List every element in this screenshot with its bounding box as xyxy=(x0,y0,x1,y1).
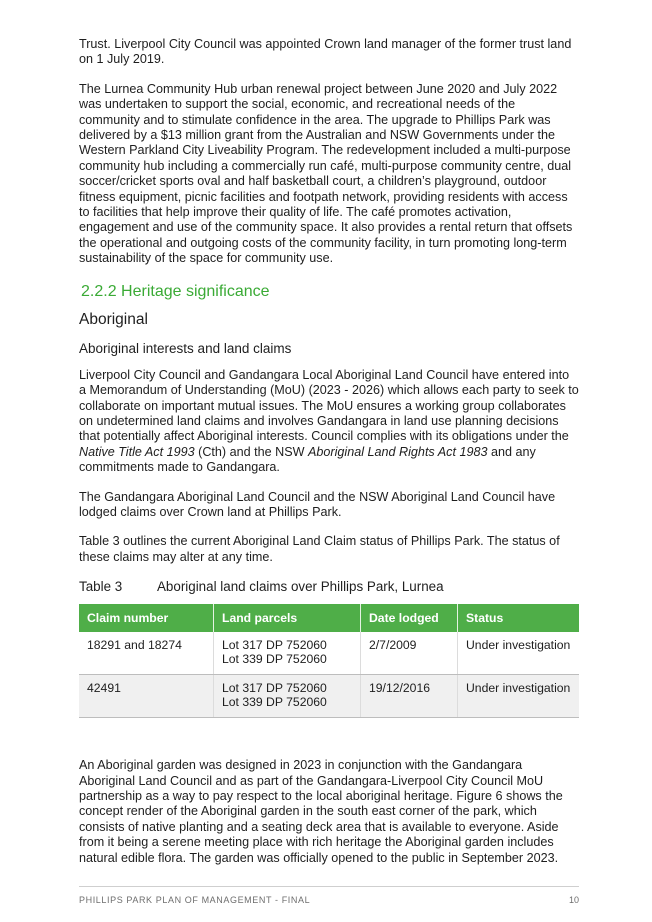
header-claim-number: Claim number xyxy=(79,604,214,632)
footer-page-number: 10 xyxy=(568,895,579,905)
mou-text-a: Liverpool City Council and Gandangara Local Aboriginal Land Council have entered into a Memorandum of Understanding (MoU) (2023 - 2026) which allows each party to seek to collaborate on important mutual issues. The MoU ensures a working group collaborates on undetermined land claims and involves Gandangara in land use planning decisions that potentially affect Aboriginal interests. Council complies with its obligations under the xyxy=(79,367,579,444)
table-row xyxy=(79,632,579,675)
paragraph-table-intro: Table 3 outlines the current Aboriginal Land Claim status of Phillips Park. The status of these claims may alter at any time. xyxy=(79,534,560,564)
mou-text-c: and any commitments made to Gandangara. xyxy=(79,444,536,475)
paragraph-claims-lodged: The Gandangara Aboriginal Land Council and the NSW Aboriginal Land Council have lodged claims over Crown land at Phillips Park. xyxy=(79,489,556,519)
footer-divider xyxy=(79,886,579,887)
cell-date-lodged: 2/7/2009 xyxy=(361,632,458,675)
page-content xyxy=(79,37,579,880)
mou-text-b: (Cth) and the NSW xyxy=(194,444,309,459)
subsection-heading: Aboriginal xyxy=(79,310,148,328)
land-parcel: Lot 317 DP 752060 xyxy=(222,681,327,696)
header-date-lodged: Date lodged xyxy=(361,604,458,632)
header-status: Status xyxy=(458,604,580,632)
cell-date-lodged: 19/12/2016 xyxy=(361,675,458,718)
cell-land-parcels xyxy=(214,632,361,675)
cell-claim-number: 42491 xyxy=(79,675,214,718)
native-title-act: Native Title Act 1993 xyxy=(79,444,195,459)
land-parcel: Lot 339 DP 752060 xyxy=(222,652,327,667)
table-caption xyxy=(79,579,579,594)
paragraph-aboriginal-garden: An Aboriginal garden was designed in 2023 in conjunction with the Gandangara Aboriginal Land Council and as part of the Gandangara-Liverpool City Council MoU partnership as a way to pay respect to the local aboriginal heritage. Figure 6 shows the concept render of the Aboriginal garden in the south east corner of the park, which consists of native planting and a seating deck area that is available to everyone. Aside from it being a serene meeting place with rich heritage the Aboriginal garden includes natural edible flora. The garden was officially opened to the public in September 2023. xyxy=(79,758,563,865)
header-land-parcels: Land parcels xyxy=(214,604,361,632)
table-caption-title: Aboriginal land claims over Phillips Park, Lurnea xyxy=(157,579,444,595)
footer-document-title: PHILLIPS PARK PLAN OF MANAGEMENT - FINAL xyxy=(79,895,311,905)
land-parcel: Lot 317 DP 752060 xyxy=(222,638,327,653)
minor-heading: Aboriginal interests and land claims xyxy=(79,340,292,356)
table-caption-number: Table 3 xyxy=(79,579,123,595)
paragraph-mou xyxy=(79,368,579,476)
cell-land-parcels xyxy=(214,675,361,718)
land-claims-table xyxy=(79,604,579,718)
table-row xyxy=(79,675,579,718)
table-header-row xyxy=(79,604,579,632)
cell-claim-number: 18291 and 18274 xyxy=(79,632,214,675)
paragraph-trust: Trust. Liverpool City Council was appointed Crown land manager of the former trust land on 1 July 2019. xyxy=(79,37,572,67)
land-rights-act: Aboriginal Land Rights Act 1983 xyxy=(308,444,488,459)
cell-status: Under investigation xyxy=(458,675,580,718)
cell-status: Under investigation xyxy=(458,632,580,675)
section-heading: 2.2.2 Heritage significance xyxy=(81,282,270,300)
paragraph-lurnea-hub: The Lurnea Community Hub urban renewal project between June 2020 and July 2022 was undertaken to support the social, economic, and recreational needs of the community and to stimulate confidence in the area. The upgrade to Phillips Park was delivered by a $13 million grant from the Australian and NSW Governments under the Western Parkland City Liveability Program. The redevelopment included a multi-purpose community hub including a commercially run café, multi-purpose community centre, dual soccer/cricket sports oval and half basketball court, a children’s playground, outdoor fitness equipment, picnic facilities and footpath network, providing residents with access to facilities that help improve their quality of life. The café promotes activation, engagement and use of the community space. It also provides a rental return that offsets the operational and outgoing costs of the community facility, in turn promoting long-term sustainability of the space for community use. xyxy=(79,81,573,266)
land-parcel: Lot 339 DP 752060 xyxy=(222,695,327,710)
